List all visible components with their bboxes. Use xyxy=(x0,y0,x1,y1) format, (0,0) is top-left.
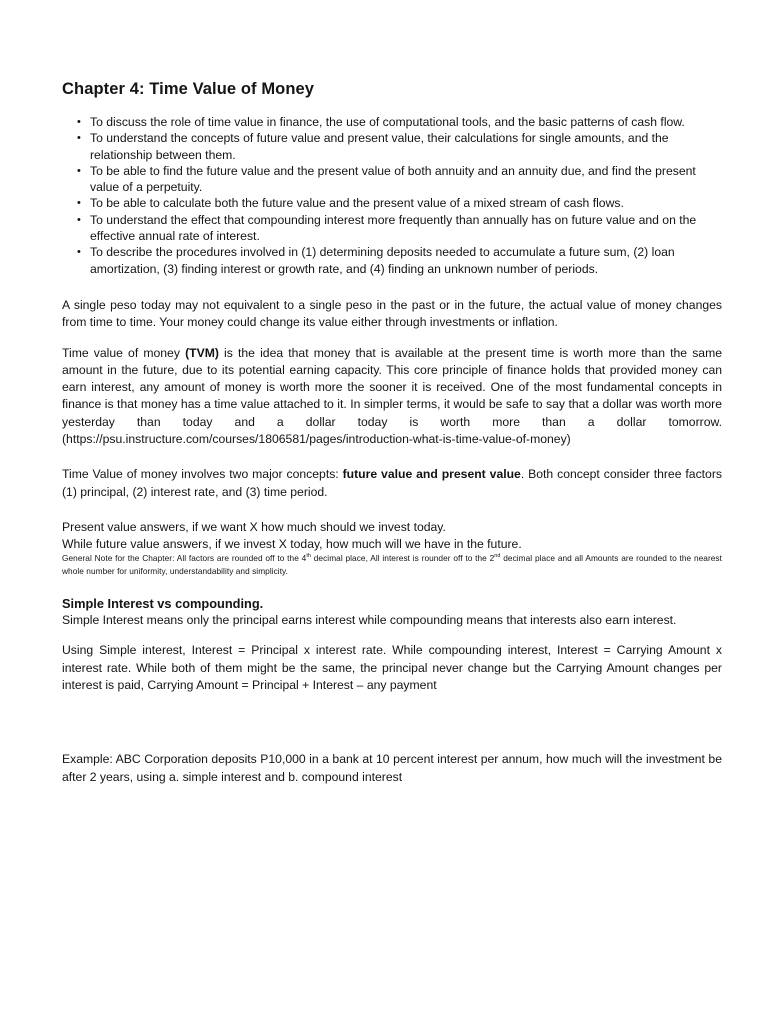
section-heading: Simple Interest vs compounding. xyxy=(62,596,264,612)
concepts-body: . Both concept consider three factors (1) principal, (2) interest rate, and (3) time period. xyxy=(62,467,722,499)
using-simple-interest-paragraph: Using Simple interest, Interest = Principal x interest rate. While compounding interest, Interest = Carrying Amount x interest rate. While both of them might be the same, the principal never change but the Carrying Amount changes per interest is paid, Carrying Amount = Principal + Interest – any payment xyxy=(62,643,722,693)
chapter-title: Chapter 4: Time Value of Money xyxy=(62,80,315,98)
general-note xyxy=(62,552,722,578)
note-sup-1: th xyxy=(306,553,311,560)
objective-text: To discuss the role of time value in finance, the use of computational tools, and the basic patterns of cash flow. xyxy=(90,115,685,129)
concepts-lead: Time Value of money involves two major concepts: xyxy=(62,467,343,482)
tvm-paragraph xyxy=(62,345,722,449)
document-page xyxy=(62,78,722,786)
bullet-icon: • xyxy=(77,197,81,210)
simple-interest-paragraph: Simple Interest means only the principal earns interest while compounding means that interests also earn interest. xyxy=(62,613,677,628)
objective-item xyxy=(77,130,722,163)
future-value-line: While future value answers, if we invest X today, how much will we have in the future. xyxy=(62,536,522,551)
objective-text: To be able to find the future value and the present value of both annuity and an annuity due, and find the present value of a perpetuity. xyxy=(90,163,696,195)
example-paragraph: Example: ABC Corporation deposits P10,000 in a bank at 10 percent interest per annum, how much will the investment be after 2 years, using a. simple interest and b. compound interest xyxy=(62,752,722,784)
note-part-1: General Note for the Chapter: All factors are rounded off to the 4 xyxy=(62,553,307,564)
objective-item xyxy=(77,195,722,211)
tvm-body: is the idea that money that is available at the present time is worth more than the same amount in the future, due to its potential earning capacity. This core principle of finance holds that provided money can earn interest, any amount of money is worth more the sooner it is received. One of the most fundamental concepts in finance is that money has a time value attached to it. In simpler terms, it would be safe to say that a dollar was worth more yesterday than today and a dollar today is worth more than a dollar tomorrow. (https://psu.instructure.com/courses/1806581/pages/introduction-what-is-time-value-of-money) xyxy=(62,345,722,447)
concepts-paragraph xyxy=(62,466,722,501)
bullet-icon: • xyxy=(77,132,81,145)
bullet-icon: • xyxy=(77,213,81,226)
objective-text: To be able to calculate both the future value and the present value of a mixed stream of cash flows. xyxy=(90,196,624,211)
tvm-lead: Time value of money xyxy=(62,345,186,360)
present-value-line: Present value answers, if we want X how much should we invest today. xyxy=(62,519,446,534)
intro-paragraph: A single peso today may not equivalent to a single peso in the past or in the future, the actual value of money changes from time to time. Your money could change its value either through investments or inflation. xyxy=(62,297,722,330)
bullet-icon: • xyxy=(77,116,81,128)
objective-text: To understand the effect that compounding interest more frequently than annually has on future value and on the effective annual rate of interest. xyxy=(90,212,697,244)
objective-text: To understand the concepts of future value and present value, their calculations for single amounts, and the relationship between them. xyxy=(90,131,669,162)
objective-item xyxy=(77,212,722,245)
tvm-term: (TVM) xyxy=(185,345,219,360)
objective-item xyxy=(77,163,722,196)
note-sup-2: nd xyxy=(494,553,501,560)
objective-text: To describe the procedures involved in (1) determining deposits needed to accumulate a future sum, (2) loan amortization, (3) finding interest or growth rate, and (4) finding an unknown number of periods. xyxy=(90,245,675,276)
objectives-list xyxy=(62,114,722,277)
note-part-2: decimal place, All interest is rounder off to the 2 xyxy=(311,553,495,564)
bullet-icon: • xyxy=(77,246,81,259)
concepts-term: future value and present value xyxy=(342,467,521,482)
objective-item xyxy=(77,114,722,130)
note-part-3: decimal place and all Amounts are rounded to the nearest whole number for uniformity, understandability and simplicity. xyxy=(62,553,722,577)
bullet-icon: • xyxy=(77,164,81,177)
objective-item xyxy=(77,244,722,277)
